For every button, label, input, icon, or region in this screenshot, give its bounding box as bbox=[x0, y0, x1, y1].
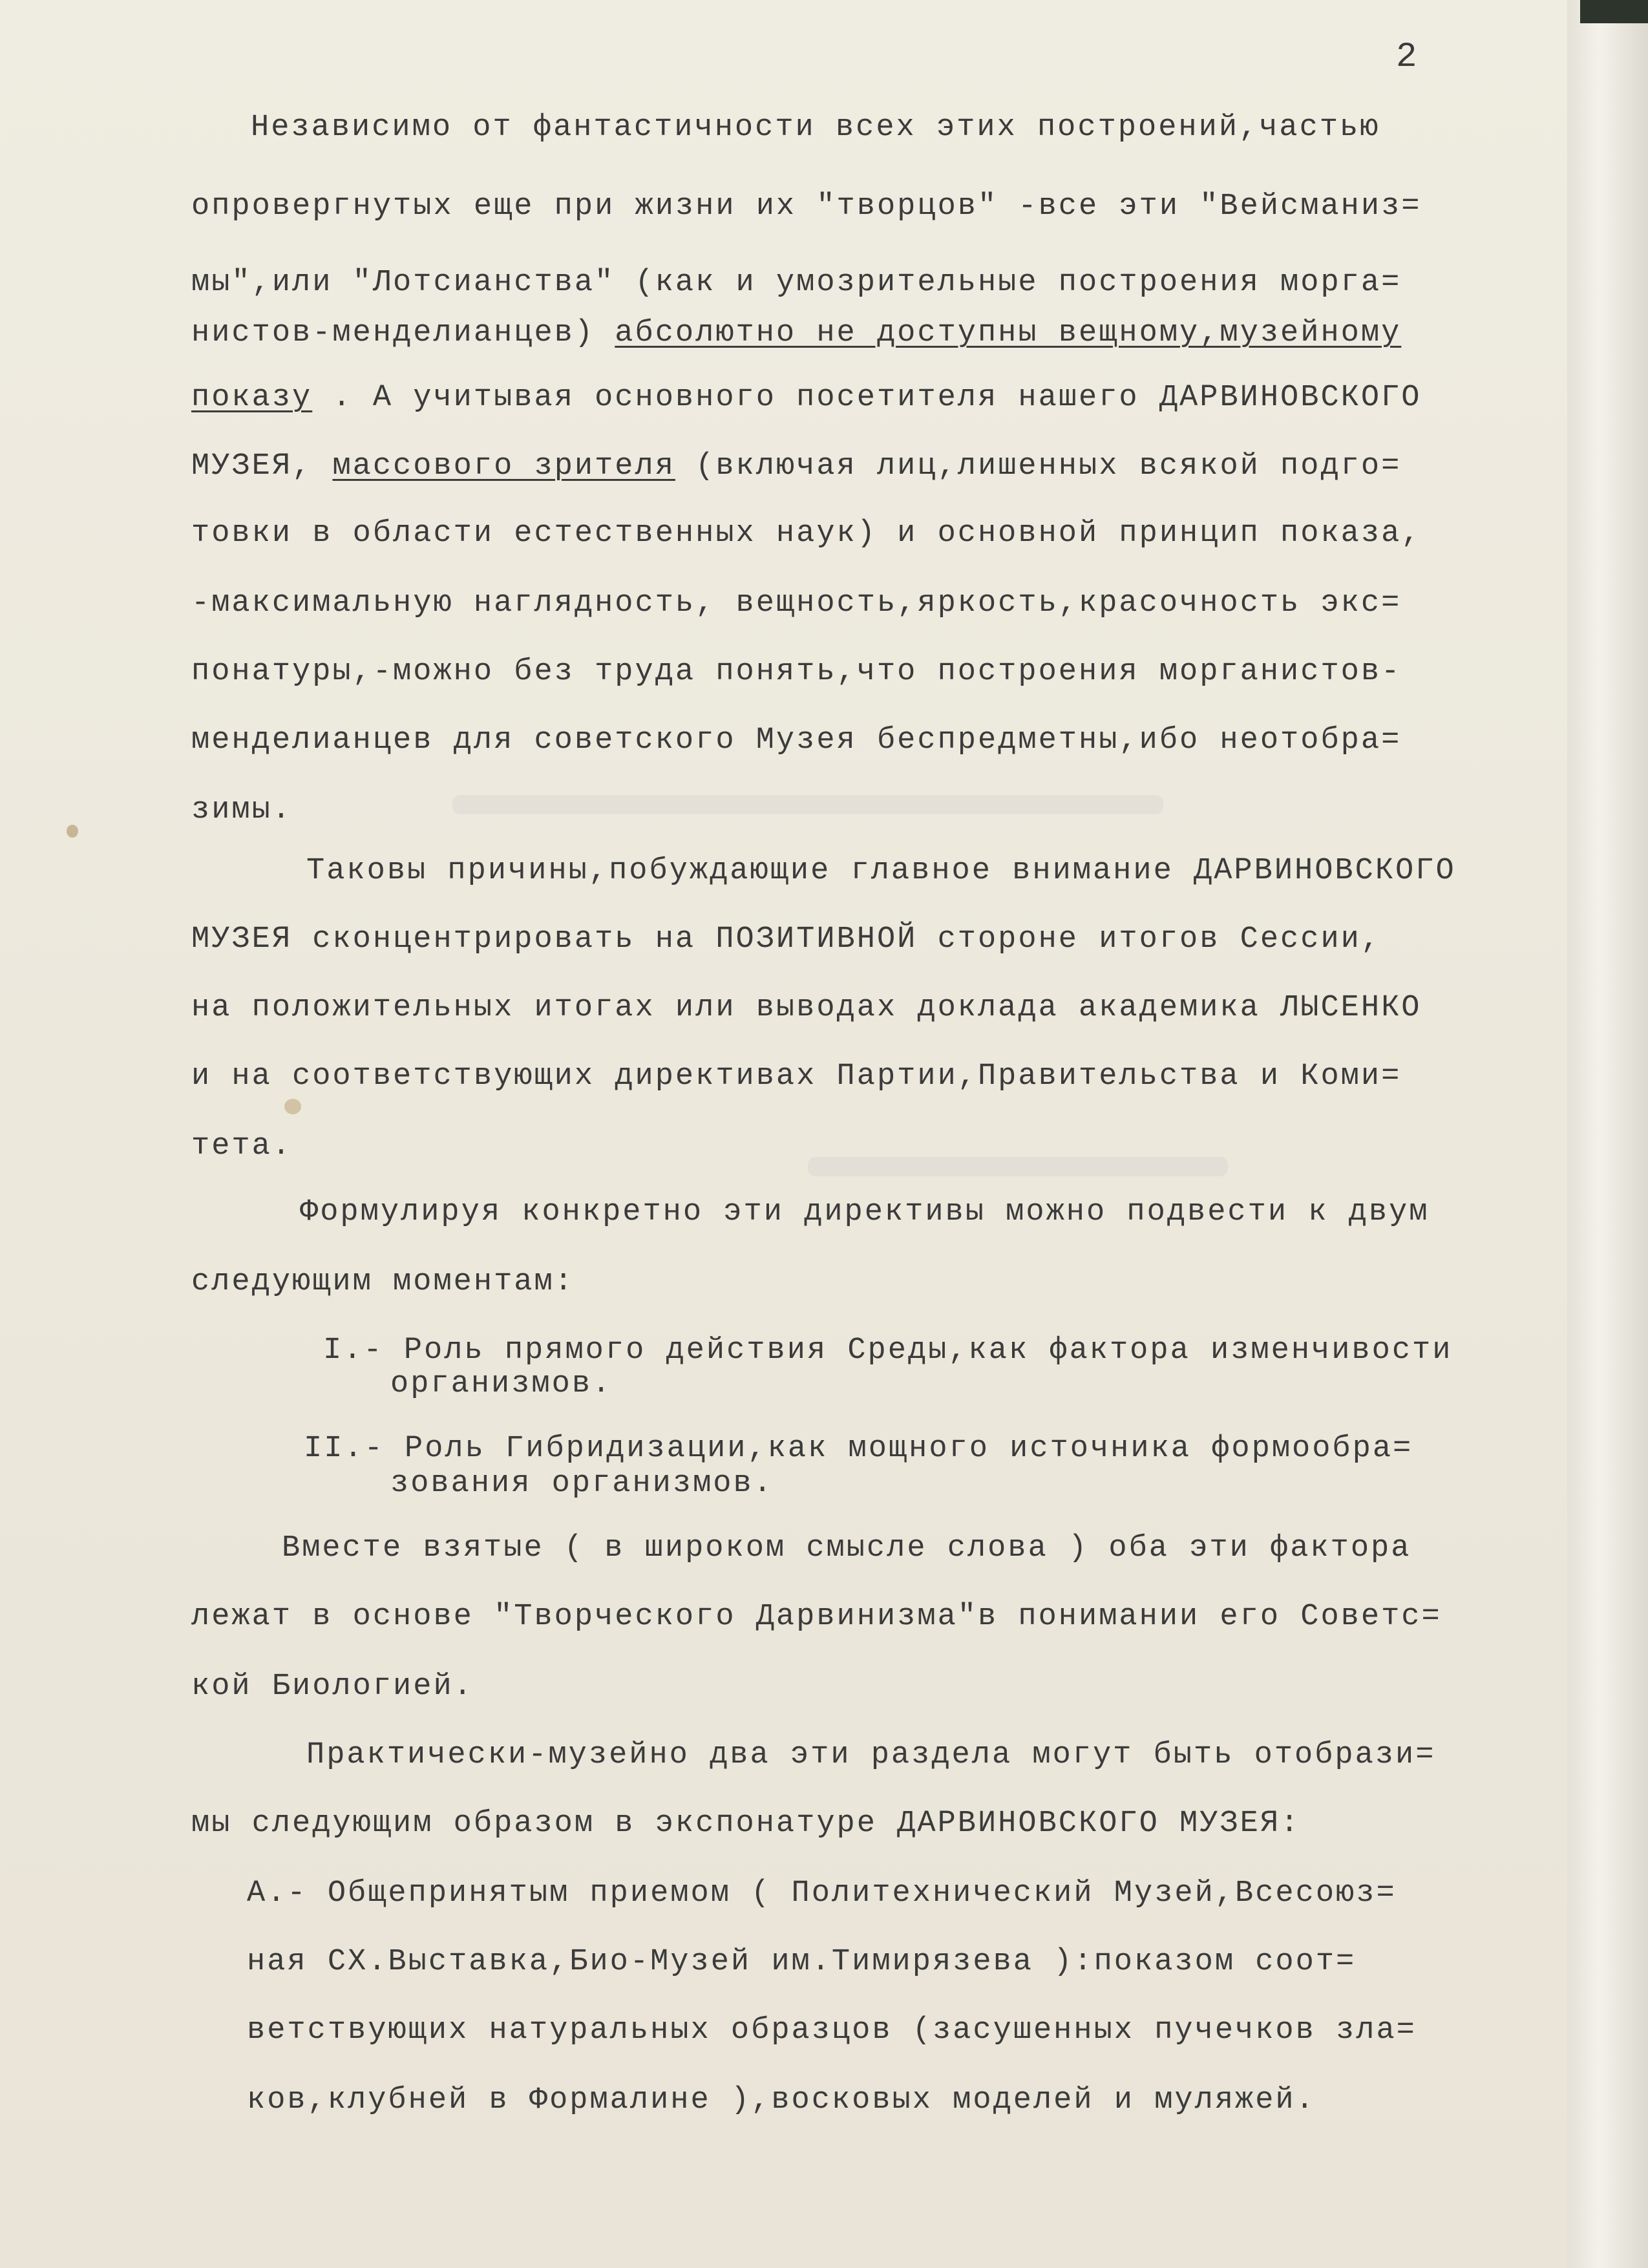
text-line: следующим моментам: bbox=[191, 1265, 575, 1299]
text-line: организмов. bbox=[390, 1367, 613, 1401]
text-line: зимы. bbox=[191, 793, 293, 827]
text-line: Таковы причины,побуждающие главное внимание ДАРВИНОВСКОГО bbox=[306, 854, 1456, 888]
text-line: II.- Роль Гибридизации,как мощного источника формообра= bbox=[304, 1432, 1413, 1466]
text-line: ная СХ.Выставка,Био-Музей им.Тимирязева ):показом соот= bbox=[247, 1945, 1357, 1979]
text-line: А.- Общепринятым приемом ( Политехнический Музей,Всесоюз= bbox=[247, 1876, 1397, 1911]
text-line: лежат в основе "Творческого Дарвинизма"в понимании его Советс= bbox=[191, 1600, 1442, 1634]
text-line: Независимо от фантастичности всех этих построений,частью bbox=[251, 111, 1380, 145]
underlined-text: абсолютно не доступны вещному,музейному bbox=[615, 316, 1402, 350]
text-line: показу . А учитывая основного посетителя нашего ДАРВИНОВСКОГО bbox=[191, 381, 1422, 415]
text-line: Вместе взятые ( в широком смысле слова ) оба эти фактора bbox=[282, 1531, 1411, 1565]
text-line: кой Биологией. bbox=[191, 1669, 474, 1704]
text-line: опровергнутых еще при жизни их "творцов" -все эти "Вейсманиз= bbox=[191, 189, 1422, 224]
text-line: мы",или "Лотсианства" (как и умозрительные построения морга= bbox=[191, 266, 1402, 300]
stain-mark bbox=[67, 825, 78, 838]
bleed-through-mark bbox=[808, 1157, 1228, 1176]
text-line: менделианцев для советского Музея беспредметны,ибо неотобра= bbox=[191, 723, 1402, 758]
text-line: I.- Роль прямого действия Среды,как фактора изменчивости bbox=[323, 1333, 1453, 1368]
text-line: МУЗЕЯ, массового зрителя (включая лиц,лишенных всякой подго= bbox=[191, 449, 1402, 483]
text-line: зования организмов. bbox=[390, 1467, 774, 1501]
underlined-text: показу bbox=[191, 381, 313, 415]
background-corner bbox=[1580, 0, 1648, 23]
underlined-text: массового зрителя bbox=[332, 449, 675, 483]
text-line: ветствующих натуральных образцов (засушенных пучечков зла= bbox=[247, 2013, 1417, 2048]
text-line: тета. bbox=[191, 1129, 293, 1163]
text-line: Практически-музейно два эти раздела могут быть отобрази= bbox=[306, 1738, 1436, 1772]
text-line: мы следующим образом в экспонатуре ДАРВИНОВСКОГО МУЗЕЯ: bbox=[191, 1807, 1301, 1841]
page-number: 2 bbox=[1396, 37, 1417, 77]
bleed-through-mark bbox=[452, 795, 1163, 814]
text-line: нистов-менделианцев) абсолютно не доступны вещному,музейному bbox=[191, 316, 1402, 350]
text-line: ков,клубней в Формалине ),восковых моделей и муляжей. bbox=[247, 2083, 1316, 2117]
text-line: на положительных итогах или выводах доклада академика ЛЫСЕНКО bbox=[191, 991, 1422, 1025]
text-line: понатуры,-можно без труда понять,что построения морганистов- bbox=[191, 655, 1402, 689]
stain-mark bbox=[284, 1099, 301, 1114]
text-line: и на соответствующих директивах Партии,Правительства и Коми= bbox=[191, 1059, 1402, 1094]
text-line: МУЗЕЯ сконцентрировать на ПОЗИТИВНОЙ стороне итогов Сессии, bbox=[191, 922, 1382, 957]
page-edge bbox=[1567, 0, 1648, 2268]
text-line: -максимальную наглядность, вещность,яркость,красочность экс= bbox=[191, 586, 1402, 620]
text-line: Формулируя конкретно эти директивы можно подвести к двум bbox=[300, 1195, 1430, 1229]
text-line: товки в области естественных наук) и основной принцип показа, bbox=[191, 516, 1422, 551]
